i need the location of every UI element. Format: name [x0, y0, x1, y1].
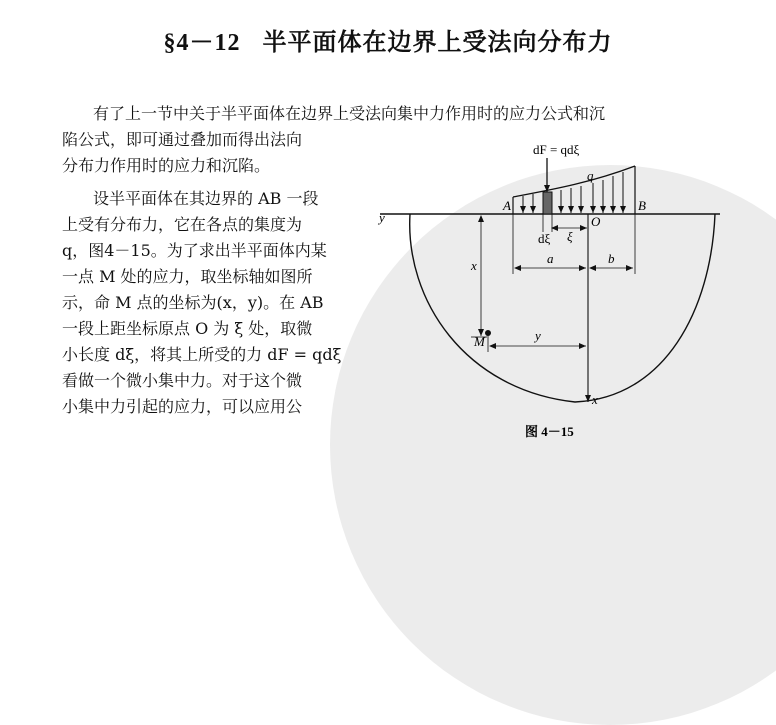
- half-plane-diagram: [375, 140, 755, 460]
- label-origin: O: [591, 214, 601, 229]
- label-x-axis: x: [592, 392, 598, 407]
- paragraph-line: 一段上距坐标原点 O 为 ξ 处，取微: [62, 319, 313, 338]
- label-b-length: b: [608, 251, 615, 266]
- paragraph-line: 陷公式，即可通过叠加而得出法向: [62, 130, 303, 149]
- label-m: M: [474, 334, 485, 349]
- paragraph-line: 一点 M 处的应力，取坐标轴如图所: [62, 267, 313, 286]
- section-heading: [0, 22, 776, 57]
- label-x-distance: x: [471, 258, 477, 273]
- label-y-axis: y: [379, 210, 385, 225]
- section-title: 半平面体在边界上受法向分布力: [262, 27, 613, 56]
- element-dxi: [543, 192, 552, 214]
- label-b-point: B: [638, 198, 646, 213]
- paragraph-line: 上受有分布力，它在各点的集度为: [62, 215, 303, 234]
- paragraph-line: 有了上一节中关于半平面体在边界上受法向集中力作用时的应力公式和沉: [93, 104, 606, 123]
- label-y-distance: y: [535, 328, 541, 343]
- paragraph-line: 分布力作用时的应力和沉陷。: [62, 156, 271, 175]
- label-a-length: a: [547, 251, 554, 266]
- load-curve: [513, 166, 635, 197]
- figure-4-15: [375, 140, 755, 460]
- paragraph-line: 设半平面体在其边界的 AB 一段: [93, 189, 319, 208]
- label-a-point: A: [503, 198, 511, 213]
- paragraph-line: 看做一个微小集中力。对于这个微: [62, 371, 303, 390]
- paragraph-line: 示，命 M 点的坐标为(x，y)。在 AB: [62, 293, 324, 312]
- paragraph-line: 小集中力引起的应力，可以应用公: [62, 397, 303, 416]
- label-dxi: dξ: [538, 231, 551, 246]
- paragraph-line: 小长度 dξ，将其上所受的力 dF = qdξ: [62, 345, 342, 364]
- figure-caption: 图 4－15: [525, 424, 574, 439]
- half-plane-body: [410, 214, 715, 402]
- label-df: dF = qdξ: [533, 142, 580, 157]
- label-q: q: [587, 168, 594, 183]
- paragraph-line: q，图4－15。为了求出半平面体内某: [62, 241, 327, 260]
- label-xi: ξ: [567, 229, 573, 244]
- section-number: §4－12: [163, 30, 241, 56]
